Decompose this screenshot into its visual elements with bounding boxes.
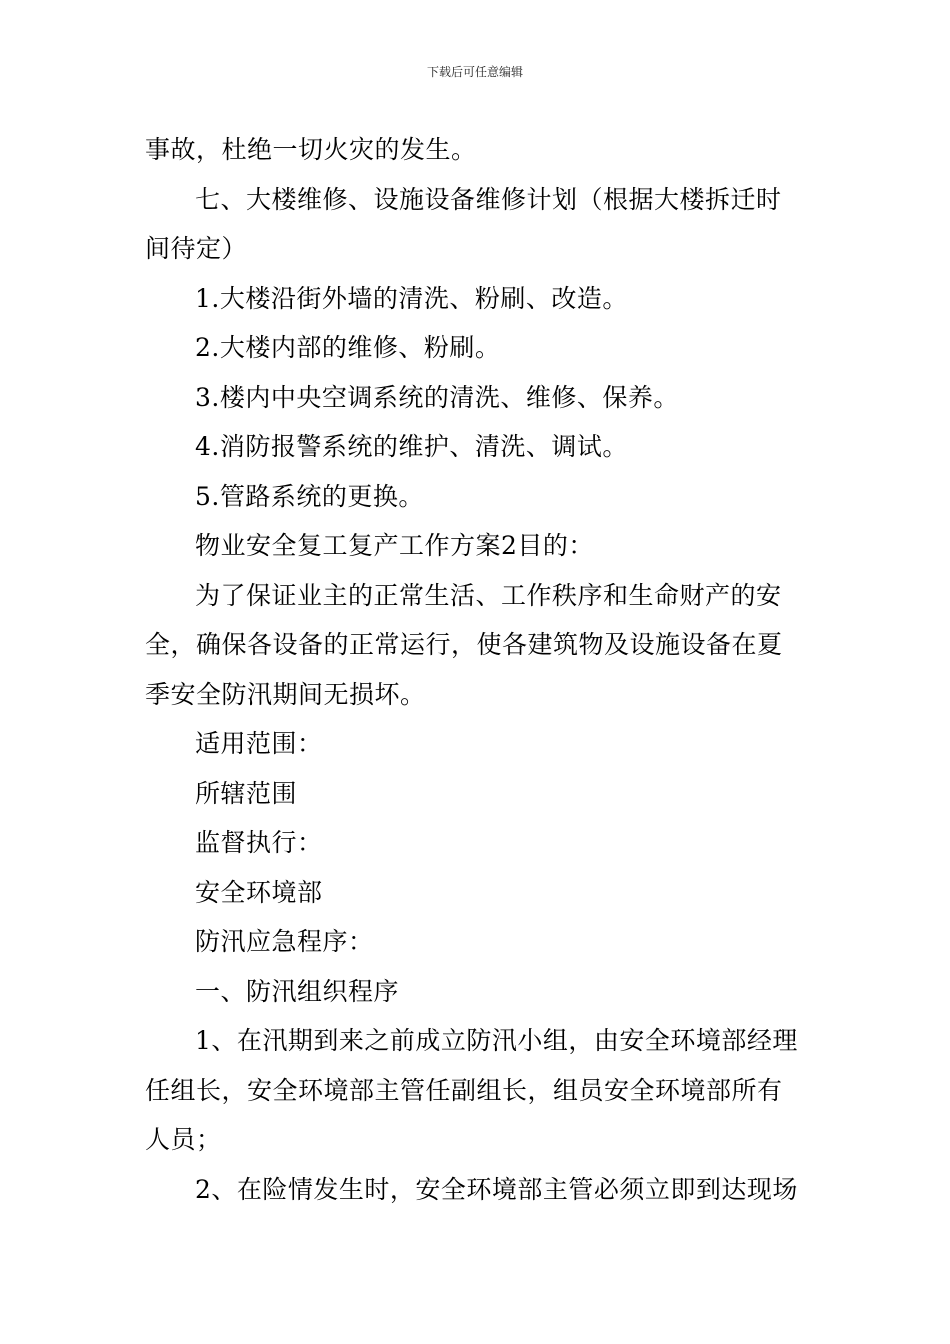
list-item-5: 5.管路系统的更换。 bbox=[195, 481, 424, 511]
purpose-paragraph: 为了保证业主的正常生活、工作秩序和生命财产的安全，确保各设备的正常运行，使各建筑物及设施设备在夏季安全防汛期间无损坏。 bbox=[145, 580, 783, 709]
flood-step-1: 1、在汛期到来之前成立防汛小组，由安全环境部经理任组长，安全环境部主管任副组长，组员安全环境部所有人员； bbox=[145, 1026, 798, 1154]
flood-organization-heading: 一、防汛组织程序 bbox=[195, 976, 400, 1006]
supervision-label: 监督执行： bbox=[195, 828, 323, 857]
list-item-3: 3.楼内中央空调系统的清洗、维修、保养。 bbox=[195, 382, 679, 412]
list-item-2: 2.大楼内部的维修、粉刷。 bbox=[195, 333, 501, 362]
scope-value: 所辖范围 bbox=[195, 778, 298, 808]
paragraph-fire-accident: 事故，杜绝一切火灾的发生。 bbox=[145, 135, 477, 164]
flood-step-2: 2、在险情发生时，安全环境部主管必须立即到达现场 bbox=[195, 1174, 798, 1204]
flood-emergency-procedure-heading: 防汛应急程序： bbox=[195, 927, 374, 956]
scope-label: 适用范围： bbox=[195, 729, 323, 758]
document-body bbox=[145, 125, 805, 1214]
list-item-4: 4.消防报警系统的维护、清洗、调试。 bbox=[195, 432, 628, 461]
section-heading-repair-plan: 七、大楼维修、设施设备维修计划（根据大楼拆迁时间待定） bbox=[145, 184, 782, 263]
list-item-1: 1.大楼沿街外墙的清洗、粉刷、改造。 bbox=[195, 283, 628, 313]
supervision-value: 安全环境部 bbox=[195, 877, 323, 907]
page-header-note: 下载后可任意编辑 bbox=[426, 65, 523, 79]
plan-2-purpose-heading: 物业安全复工复产工作方案2目的： bbox=[195, 531, 594, 560]
